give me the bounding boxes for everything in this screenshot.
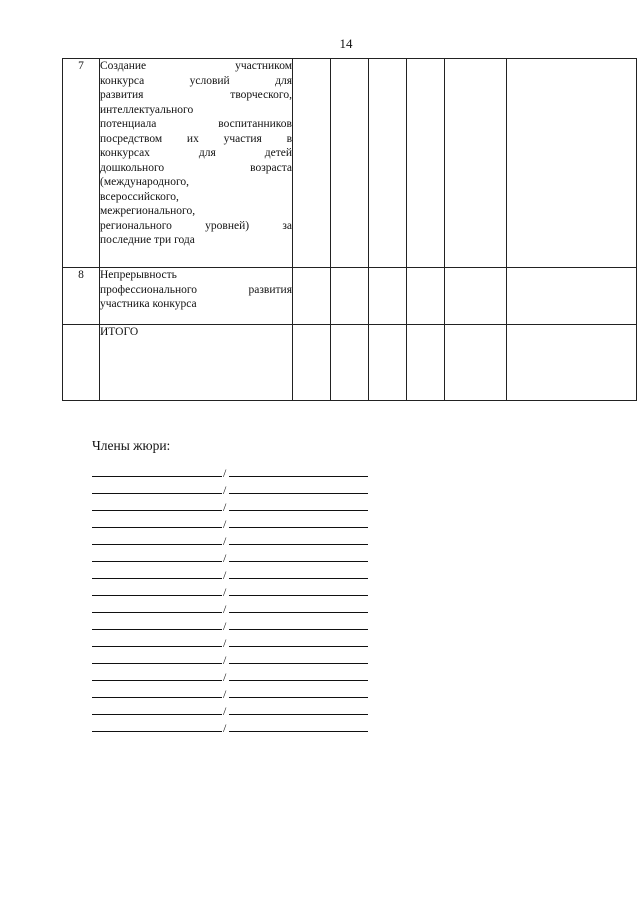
table-row <box>63 325 637 401</box>
signature-separator: / <box>223 653 227 667</box>
signature-line <box>92 630 368 650</box>
score-cell <box>331 325 369 401</box>
score-cell <box>369 59 407 268</box>
signature-separator: / <box>223 602 227 616</box>
signature-separator: / <box>223 551 227 565</box>
signature-separator: / <box>223 483 227 497</box>
criterion-line: участника конкурса <box>100 298 197 310</box>
signature-separator: / <box>223 687 227 701</box>
signature-line <box>92 460 368 480</box>
signature-line <box>92 579 368 599</box>
criterion-line: Создание участником <box>100 60 292 72</box>
score-cell <box>331 268 369 325</box>
score-cell <box>369 325 407 401</box>
total-label: ИТОГО <box>100 326 139 338</box>
criterion-line: дошкольного возраста <box>100 161 292 174</box>
criterion-line: потенциала воспитанников <box>100 118 292 130</box>
signature-line <box>92 528 368 548</box>
member-signature-blank <box>229 731 368 732</box>
signature-separator: / <box>223 585 227 599</box>
score-cell <box>407 59 445 268</box>
row-number: 8 <box>63 268 100 325</box>
criterion-line: развития творческого, <box>100 89 292 101</box>
score-cell <box>507 325 637 401</box>
row-number <box>63 325 100 401</box>
score-cell <box>293 325 331 401</box>
criterion-line: Непрерывность <box>100 269 177 281</box>
criterion-text <box>100 325 293 401</box>
signature-line <box>92 511 368 531</box>
signature-line <box>92 647 368 667</box>
score-cell <box>293 59 331 268</box>
signature-line <box>92 494 368 514</box>
score-cell <box>445 268 507 325</box>
criterion-line: профессионального развития <box>100 283 292 296</box>
signature-list <box>92 460 372 735</box>
criterion-line: интеллектуального <box>100 103 194 116</box>
score-cell <box>331 59 369 268</box>
signature-line <box>92 562 368 582</box>
table-row <box>63 268 637 325</box>
criterion-line: конкурсах для детей <box>100 147 292 159</box>
score-cell <box>407 268 445 325</box>
score-cell <box>445 59 507 268</box>
score-cell <box>507 268 637 325</box>
criterion-line: последние три года <box>100 234 195 246</box>
signature-line <box>92 477 368 497</box>
signature-separator: / <box>223 517 227 531</box>
signature-line <box>92 681 368 701</box>
signature-line <box>92 545 368 565</box>
criterion-line: посредством их участия в <box>100 132 292 145</box>
signature-separator: / <box>223 568 227 582</box>
score-cell <box>369 268 407 325</box>
member-name-blank <box>92 731 222 732</box>
page-number: 14 <box>339 36 353 51</box>
signature-separator: / <box>223 704 227 718</box>
score-cell <box>293 268 331 325</box>
criterion-line: регионального уровней) за <box>100 219 292 232</box>
signature-separator: / <box>223 534 227 548</box>
criterion-line: межрегионального, <box>100 205 196 217</box>
criterion-text <box>100 268 293 325</box>
signature-line <box>92 613 368 633</box>
signature-separator: / <box>223 670 227 684</box>
criterion-line: конкурса условий для <box>100 74 292 87</box>
signature-separator: / <box>223 500 227 514</box>
signature-separator: / <box>223 721 227 735</box>
criterion-line: (международного, <box>100 176 189 188</box>
signature-line <box>92 698 368 718</box>
signature-line <box>92 715 368 735</box>
jury-title: Члены жюри: <box>92 438 171 453</box>
signature-separator: / <box>223 619 227 633</box>
jury-section <box>92 438 372 735</box>
signature-separator: / <box>223 636 227 650</box>
row-number: 7 <box>63 59 100 268</box>
criteria-table <box>62 58 637 401</box>
score-cell <box>507 59 637 268</box>
score-cell <box>445 325 507 401</box>
table-row <box>63 59 637 268</box>
criterion-text <box>100 59 293 268</box>
signature-line <box>92 596 368 616</box>
signature-line <box>92 664 368 684</box>
signature-separator: / <box>223 466 227 480</box>
score-cell <box>407 325 445 401</box>
criterion-line: всероссийского, <box>100 190 179 203</box>
